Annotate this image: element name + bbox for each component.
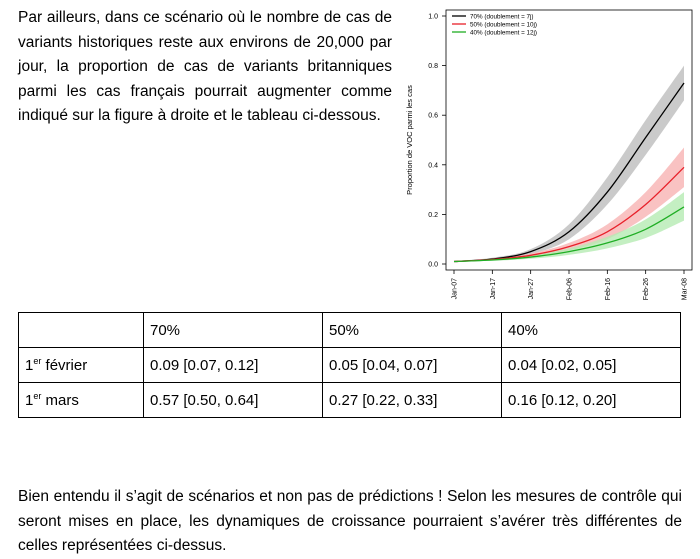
x-tick-label: Mar-08 [681, 278, 689, 301]
table-row [19, 348, 681, 383]
confidence-band [454, 147, 684, 261]
x-tick-label: Feb-26 [643, 278, 651, 301]
y-tick-label: 0.0 [428, 261, 438, 269]
y-tick-label: 0.8 [428, 63, 438, 71]
table-cell: 0.04 [0.02, 0.05] [502, 348, 681, 383]
table-row [19, 383, 681, 418]
row-label: 1er février [19, 348, 144, 383]
table-header-row [19, 313, 681, 348]
table-header-cell: 70% [144, 313, 323, 348]
voc-proportion-chart [400, 4, 696, 310]
legend-label: 70% (doublement = 7j) [470, 13, 534, 21]
table-header-cell: 40% [502, 313, 681, 348]
table-cell: 0.27 [0.22, 0.33] [323, 383, 502, 418]
table-header-cell: 50% [323, 313, 502, 348]
y-tick-label: 1.0 [428, 13, 438, 21]
legend-label: 50% (doublement = 10j) [470, 21, 538, 29]
x-tick-label: Jan-27 [528, 278, 536, 300]
x-tick-label: Feb-16 [604, 278, 612, 301]
table-cell: 0.16 [0.12, 0.20] [502, 383, 681, 418]
y-tick-label: 0.2 [428, 211, 438, 219]
outro-paragraph: Bien entendu il s’agit de scénarios et non pas de prédictions ! Selon les mesures de contrôle qui seront mises en place, les dynamiques de croissance pourraient s’avérer très différentes de celles représentées ci-dessus. [18, 488, 682, 554]
legend-label: 40% (doublement = 12j) [470, 29, 538, 37]
row-label: 1er mars [19, 383, 144, 418]
y-tick-label: 0.4 [428, 162, 438, 170]
intro-paragraph: Par ailleurs, dans ce scénario où le nombre de cas de variants historiques reste aux environs de 20,000 par jour, la proportion de cas de variants britanniques parmi les cas français pourrait augmenter comme indiqué sur la figure à droite et le tableau ci-dessous. [18, 9, 392, 124]
x-tick-label: Feb-06 [566, 278, 574, 301]
chart-svg [400, 4, 696, 310]
x-tick-label: Jan-17 [489, 278, 497, 300]
x-tick-label: Jan-07 [451, 278, 459, 300]
y-axis-label: Proportion de VOC parmi les cas [405, 85, 414, 195]
y-tick-label: 0.6 [428, 112, 438, 120]
proportion-table [18, 312, 681, 418]
chart-legend [452, 14, 537, 37]
table-cell: 0.05 [0.04, 0.07] [323, 348, 502, 383]
table-header-cell [19, 313, 144, 348]
table-cell: 0.57 [0.50, 0.64] [144, 383, 323, 418]
table-cell: 0.09 [0.07, 0.12] [144, 348, 323, 383]
